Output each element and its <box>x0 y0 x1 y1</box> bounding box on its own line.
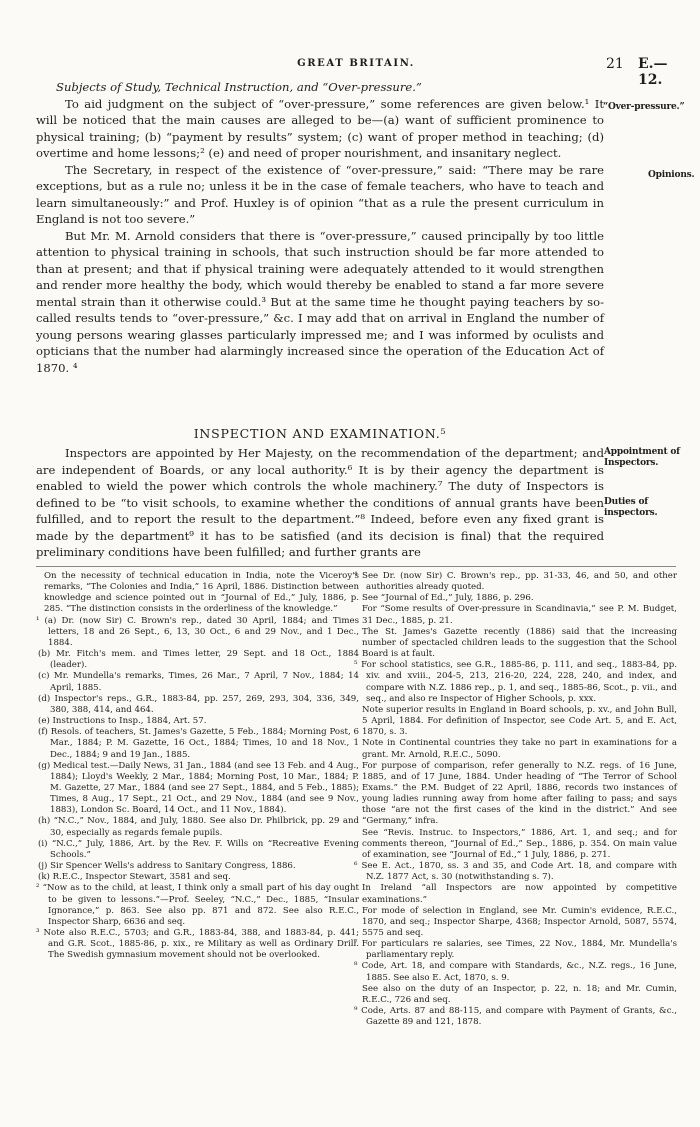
footnote: (h) “N.C.,” Nov., 1884, and July, 1880. See also Dr. Philbrick, pp. 29 and 30, especially as regards female pupils. <box>38 816 359 838</box>
footnote: ⁶ See E. Act., 1870, ss. 3 and 35, and Code Art. 18, and compare with N.Z. 1877 Act, s. 30 (notwithstanding s. 7). <box>354 861 677 883</box>
footnotes-left-column <box>36 571 359 961</box>
section-over-pressure <box>36 79 604 376</box>
footnote: ¹ (a) Dr. (now Sir) C. Brown's rep., dated 30 April, 1884; and Times letters, 18 and 26 Sept., 6, 13, 30 Oct., 6 and 29 Nov., and 1 Dec., 1884. <box>36 615 359 648</box>
footnotes-right-column <box>354 571 677 1028</box>
footnote: See “Journal of Ed.,” July, 1886, p. 296. <box>362 593 534 604</box>
page-number: 21 <box>606 56 624 72</box>
footnote: (e) Instructions to Insp., 1884, Art. 57. <box>38 716 207 727</box>
footnote: On the necessity of technical education in India, note the Viceroy's remarks, “The Colonies and India,” 16 April, 1886. Distinction between knowledge and science pointed out in “Journal of Ed.,” July, 1886, p. 285. “The distinction consists in the orderliness of the knowledge.” <box>44 571 359 615</box>
margin-note-over-pressure: “Over-pressure.” <box>603 102 685 112</box>
footnote: The St. James's Gazette recently (1886) said that the increasing number of spectacled children leads to the suggestion that the School Board is at fault. <box>362 626 677 660</box>
body-paragraph: But Mr. M. Arnold considers that there is “over-pressure,” caused principally by too little attention to physical training in schools, that such instruction should be far more attended to than at present; and that if physical training were adequately attended to it would strengthen and render more healthy the body, which would thereby be enabled to stand a far more severe mental strain than it otherwise could.³ But at the same time he thought paying teachers by so-called results tends to “over-pressure,” &c. I may add that on arrival in England the number of young persons wearing glasses particularly impressed me; and I was informed by oculists and opticians that the number had alarmingly increased since the operation of the Education Act of 1870. ⁴ <box>36 228 604 375</box>
footnote: For “Some results of Over-pressure in Scandinavia,” see P. M. Budget, 31 Dec., 1885, p. 21. <box>362 604 677 626</box>
footnote: (d) Inspector's reps., G.R., 1883-84, pp. 257, 269, 293, 304, 336, 349, 380, 388, 414, and 464. <box>38 693 359 715</box>
footnote: (b) Mr. Fitch's mem. and Times letter, 29 Sept. and 18 Oct., 1884 (leader). <box>38 649 359 671</box>
footnote: ⁸ Code, Art. 18, and compare with Standards, &c., N.Z. regs., 16 June, 1885. See also E. Act, 1870, s. 9. <box>354 961 677 983</box>
margin-note-opinions: Opinions. <box>648 170 695 180</box>
section-subheading: Subjects of Study, Technical Instruction, and “Over-pressure.” <box>56 80 422 94</box>
footnote: (j) Sir Spencer Wells's address to Sanitary Congress, 1886. <box>38 861 296 872</box>
footnote-divider <box>36 566 676 567</box>
margin-note-duties: Duties of inspectors. <box>604 497 658 518</box>
footnote: (g) Medical test.—Daily News, 31 Jan., 1884 (and see 13 Feb. and 4 Aug., 1884); Lloyd's Weekly, 2 Mar., 1884; Morning Post, 10 Mar., 1884; P. M. Gazette, 27 Mar., 1884 (and see 27 Sept., 1884, and 5 Feb., 1885); Times, 8 Aug., 17 Sept., 21 Oct., and 29 Nov., 1884 (and see 9 Nov., 1883), London Sc. Board, 14 Oct., and 11 Nov., 1884). <box>38 760 359 816</box>
section-title-inspection: INSPECTION AND EXAMINATION.⁵ <box>193 426 447 441</box>
body-paragraph: To aid judgment on the subject of “over-pressure,” some references are given below.¹ It will be noticed that the main causes are alleged to be—(a) want of sufficient prominence to physical training; (b) “payment by results” system; (c) want of proper method in teaching; (d) overtime and home lessons;² (e) and need of proper nourishment, and insanitary neglect. <box>36 96 604 160</box>
footnote: (f) Resols. of teachers, St. James's Gazette, 5 Feb., 1884; Morning Post, 6 Mar., 1884; P. M. Gazette, 16 Oct., 1884; Times, 10 and 18 Nov., 1 Dec., 1884; 9 and 19 Jan., 1885. <box>38 727 359 760</box>
footnote: (k) R.E.C., Inspector Stewart, 3581 and seq. <box>38 872 231 883</box>
footnote: Note superior results in England in Board schools, p. xv., and John Bull, 5 April, 1884. For definition of Inspector, see Code Art. 5, and E. Act, 1870, s. 3. <box>362 704 677 738</box>
footnote: For purpose of comparison, refer generally to N.Z. regs. of 16 June, 1885, and of 17 June, 1884. Under heading of “The Terror of School Exams.” the P.M. Budget of 22 April, 1886, records two instances of young ladies running away from home after failing to pass; and says those “are not the first cases of the kind in the district.” And see “Germany,” infra. <box>362 760 677 827</box>
margin-note-appointment: Appointment of Inspectors. <box>604 447 680 468</box>
footnote: For mode of selection in England, see Mr. Cumin's evidence, R.E.C., 1870, and seq.; Inspector Sharpe, 4368; Inspector Arnold, 5087, 5574, 5575 and seq. <box>362 905 677 938</box>
document-code: E.—12. <box>638 56 668 88</box>
footnote: ³ Note also R.E.C., 5703; and G.R., 1883-84, 388, and 1883-84, p. 441; and G.R. Scot., 1885-86, p. xix., re Military as well as Ordinary Drill. The Swedish gymnasium movement should not be overlooked. <box>36 928 359 961</box>
footnote: (i) “N.C.,” July, 1886, Art. by the Rev. F. Wills on “Recreative Evening Schools.” <box>38 838 359 860</box>
running-title: GREAT BRITAIN. <box>297 58 415 69</box>
footnote: See also on the duty of an Inspector, p. 22, n. 18; and Mr. Cumin, R.E.C., 726 and seq. <box>362 983 677 1005</box>
footnote: In Ireland “all Inspectors are now appointed by competitive examinations.” <box>362 883 677 905</box>
footnote: ² “Now as to the child, at least, I think only a small part of his day ought to be given to lessons.”—Prof. Seeley, “N.C.,” Dec., 1885, “Insular Ignorance,” p. 863. See also pp. 871 and 872. See also R.E.C., Inspector Sharp, 6636 and seq. <box>36 883 359 927</box>
body-paragraph: The Secretary, in respect of the existence of “over-pressure,” said: “There may be rare exceptions, but as a rule no; unless it be in the case of female teachers, who have to teach and learn simultaneously:” and Prof. Huxley is of opinion “that as a rule the present curriculum in England is not too severe.” <box>36 162 604 226</box>
footnote: ⁴ See Dr. (now Sir) C. Brown's rep., pp. 31-33, 46, and 50, and other authorities already quoted. <box>354 571 677 593</box>
footnote: (c) Mr. Mundella's remarks, Times, 26 Mar., 7 April, 7 Nov., 1884; 14 April, 1885. <box>38 671 359 693</box>
body-paragraph: Inspectors are appointed by Her Majesty, on the recommendation of the department; and are independent of Boards, or any local authority.⁶ It is by their agency the department is enabled to wield the power which controls the whole machinery.⁷ The duty of Inspectors is defined to be “to visit schools, to examine whether the conditions of annual grants have been fulfilled, and to report the result to the department.”⁸ Indeed, before even any fixed grant is made by the department⁹ it has to be satisfied (and its decision is final) that the required preliminary conditions have been fulfilled; and further grants are <box>36 446 604 559</box>
footnote: ⁷ For particulars re salaries, see Times, 22 Nov., 1884, Mr. Mundella's parliamentary reply. <box>354 939 677 961</box>
footnote: See “Revis. Instruc. to Inspectors,” 1886, Art. 1, and seq.; and for comments thereon, “Journal of Ed.,” Sep., 1886, p. 354. On main value of examination, see “Journal of Ed.,” 1 July, 1886, p. 271. <box>362 827 677 860</box>
footnote: ⁵ For school statistics, see G.R., 1885-86, p. 111, and seq., 1883-84, pp. xiv. and xviii., 204-5, 213, 216-20, 224, 228, 240, and index, and compare with N.Z. 1886 rep., p. 1, and seq., 1885-86, Scot., p. vii., and seq., and also re Inspector of Higher Schools, p. xxx. <box>354 660 677 704</box>
section-inspection <box>36 445 604 561</box>
footnote: Note in Continental countries they take no part in examinations for a grant. Mr. Arnold, R.E.C., 5090. <box>362 738 677 760</box>
footnote: ⁹ Code, Arts. 87 and 88-115, and compare with Payment of Grants, &c., Gazette 89 and 121, 1878. <box>354 1006 677 1028</box>
